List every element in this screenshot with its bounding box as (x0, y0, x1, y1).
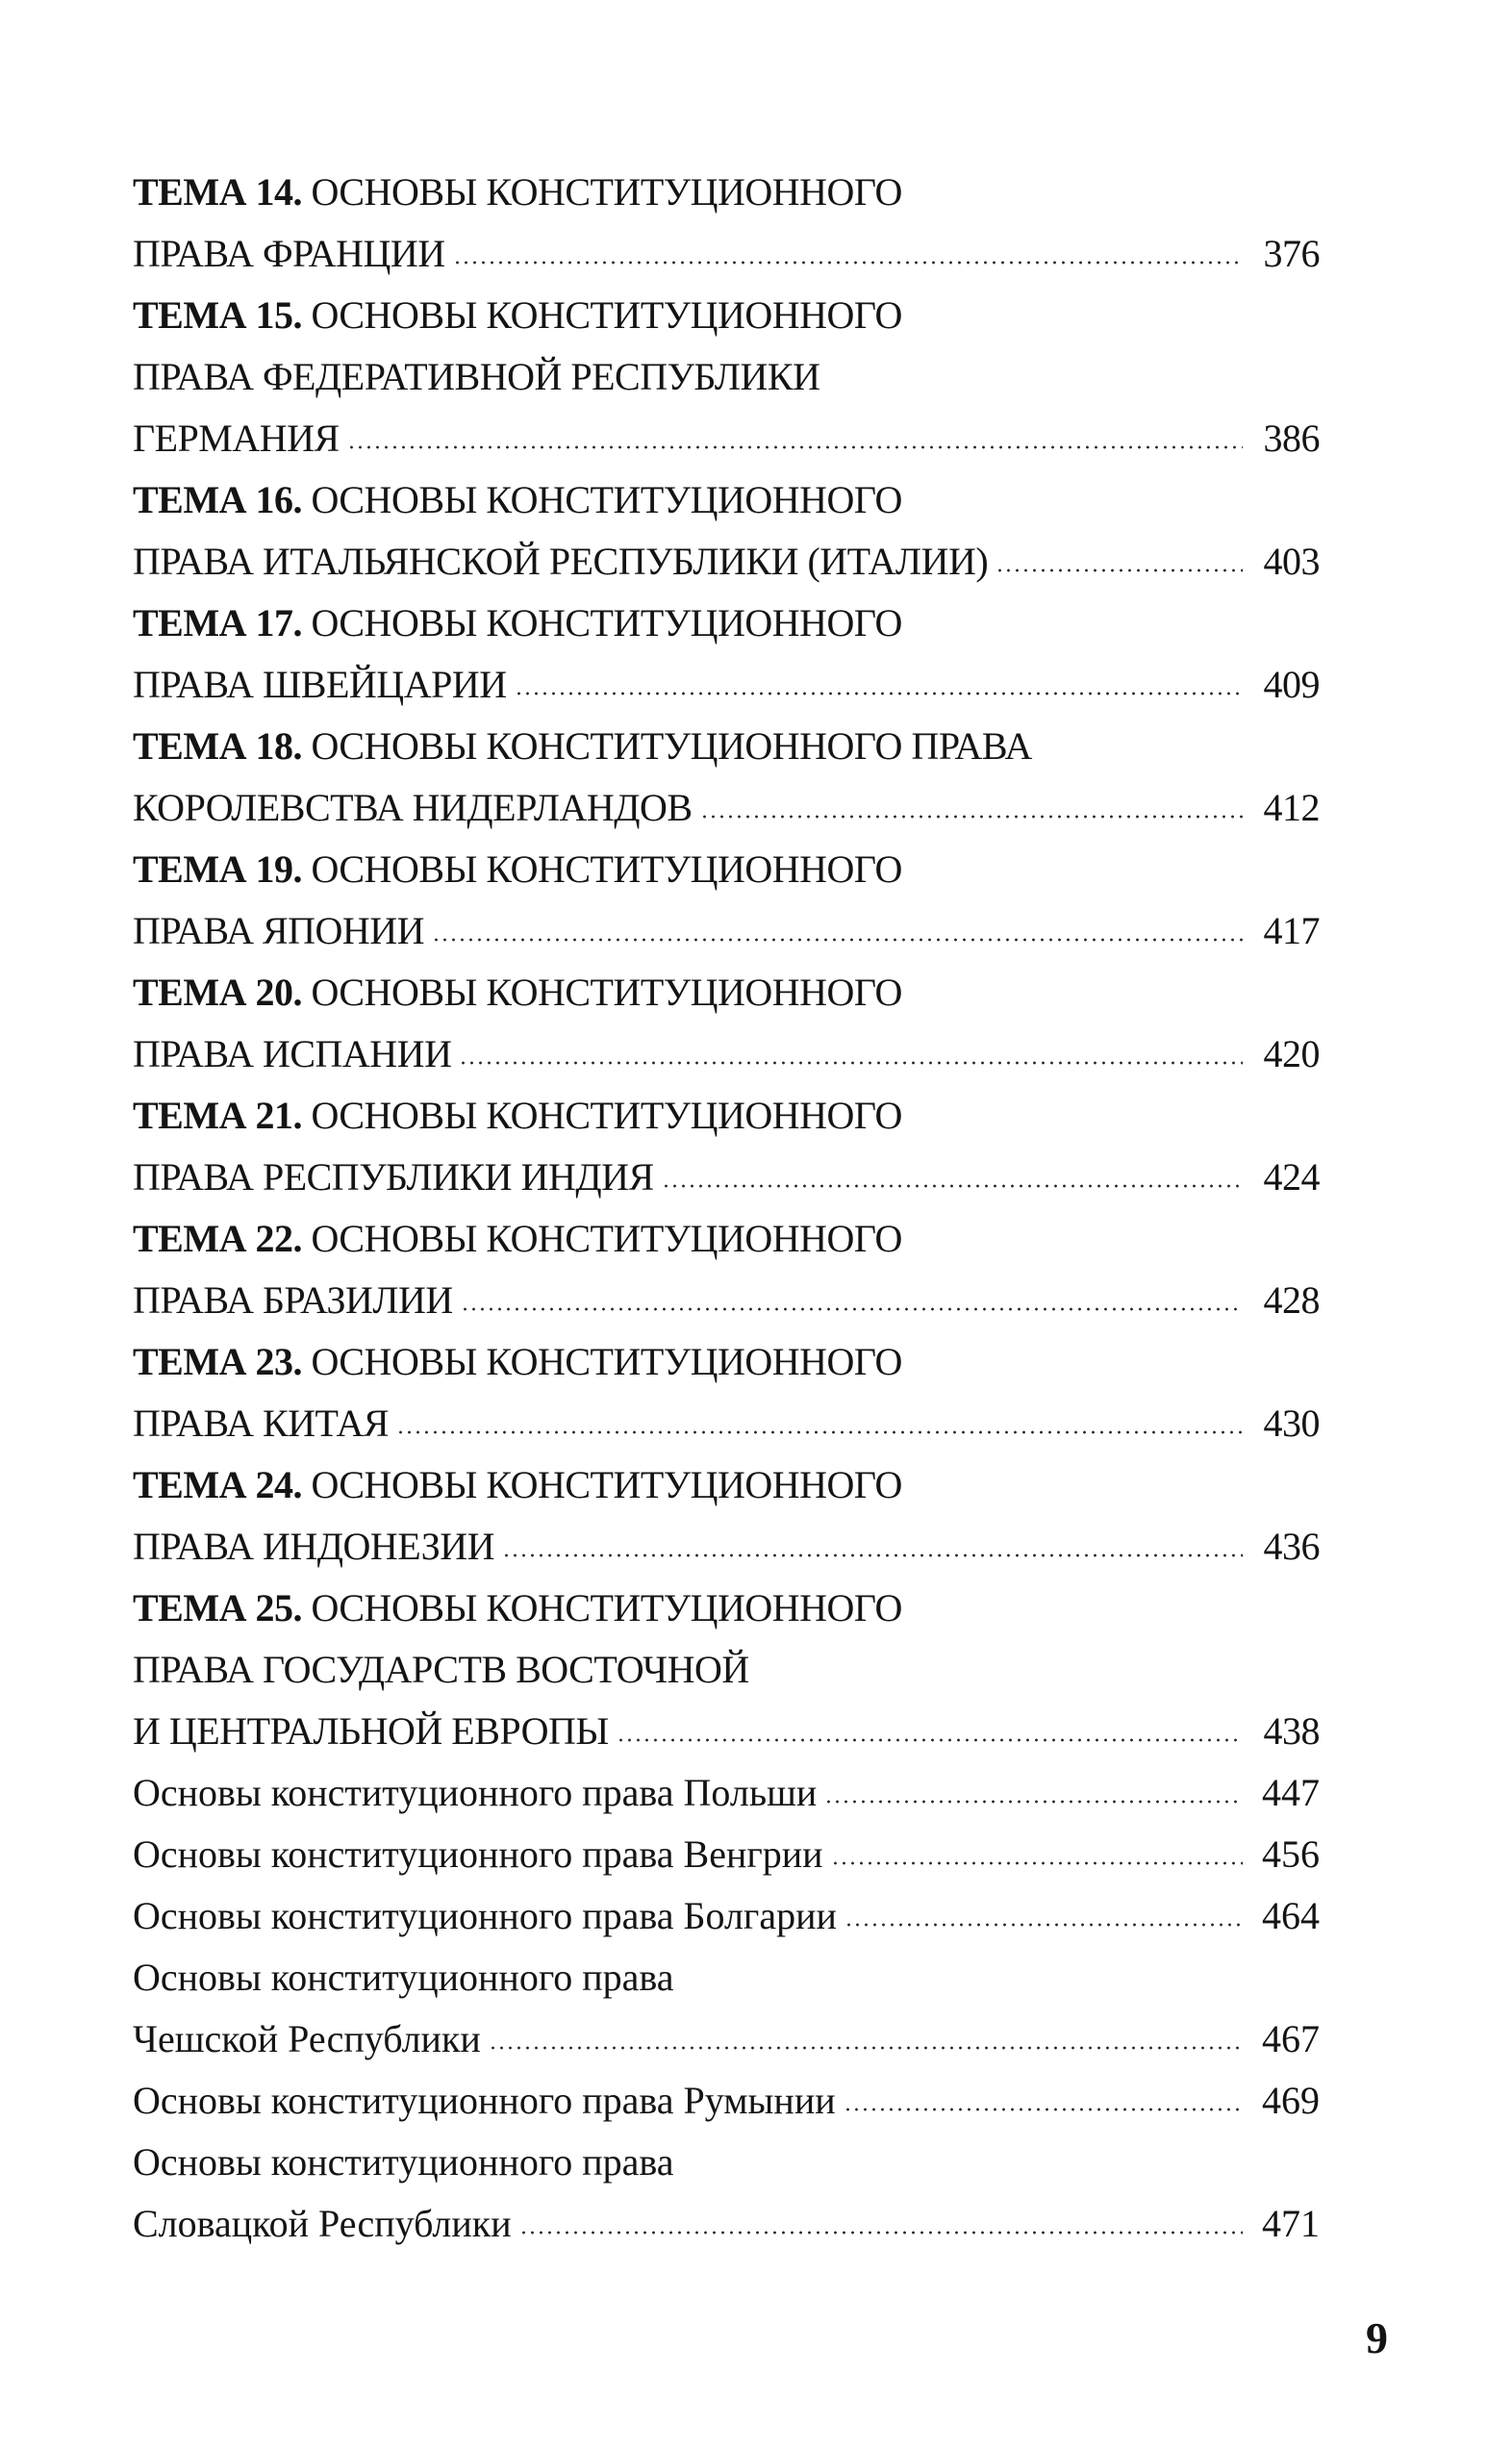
entry-page-number: 409 (1263, 663, 1320, 706)
entry-title: ПРАВА ИНДОНЕЗИИ (133, 1525, 495, 1568)
toc-entry (133, 469, 1320, 593)
toc-line (133, 1824, 1320, 1885)
entry-page-number: 417 (1263, 909, 1320, 952)
toc-line (133, 1331, 1320, 1393)
dot-leader (515, 691, 1243, 696)
toc-line (133, 900, 1320, 962)
topic-number: ТЕМА 16. (133, 478, 302, 521)
entry-title: Чешской Республики (133, 2017, 481, 2060)
toc-line (133, 716, 1320, 777)
entry-page-number: 420 (1263, 1032, 1320, 1075)
dot-leader (831, 1860, 1243, 1866)
toc-line (133, 1885, 1320, 1947)
table-of-contents (133, 162, 1320, 2255)
toc-entry (133, 1208, 1320, 1331)
entry-title: КОРОЛЕВСТВА НИДЕРЛАНДОВ (133, 786, 693, 829)
dot-leader (461, 1306, 1243, 1312)
topic-number: ТЕМА 17. (133, 601, 302, 644)
entry-title: ПРАВА ИТАЛЬЯНСКОЙ РЕСПУБЛИКИ (ИТАЛИИ) (133, 540, 989, 583)
toc-line (133, 2132, 1320, 2193)
entry-title: Основы конституционного права (133, 1956, 674, 1999)
entry-page-number: 469 (1262, 2079, 1320, 2122)
toc-line (133, 962, 1320, 1023)
entry-title: ПРАВА ГОСУДАРСТВ ВОСТОЧНОЙ (133, 1648, 749, 1691)
toc-entry (133, 1331, 1320, 1454)
toc-line (133, 1762, 1320, 1824)
entry-page-number: 412 (1263, 786, 1320, 829)
entry-page-number: 428 (1263, 1278, 1320, 1322)
topic-number: ТЕМА 20. (133, 971, 302, 1014)
toc-entry (133, 1885, 1320, 1947)
topic-number: ТЕМА 15. (133, 293, 302, 337)
toc-entry (133, 1824, 1320, 1885)
entry-title: ОСНОВЫ КОНСТИТУЦИОННОГО (311, 971, 902, 1014)
entry-page-number: 464 (1262, 1894, 1320, 1937)
entry-page-number: 430 (1263, 1402, 1320, 1445)
entry-title: ПРАВА КИТАЯ (133, 1402, 390, 1445)
toc-entry (133, 285, 1320, 469)
entry-title: ОСНОВЫ КОНСТИТУЦИОННОГО (311, 478, 902, 521)
entry-title: ОСНОВЫ КОНСТИТУЦИОННОГО (311, 847, 902, 891)
entry-page-number: 436 (1263, 1525, 1320, 1568)
toc-entry (133, 2132, 1320, 2255)
toc-line (133, 777, 1320, 839)
dot-leader (519, 2230, 1243, 2235)
entry-title: ПРАВА РЕСПУБЛИКИ ИНДИЯ (133, 1155, 654, 1199)
entry-title: ОСНОВЫ КОНСТИТУЦИОННОГО (311, 293, 902, 337)
toc-entry (133, 1578, 1320, 1762)
toc-line (133, 223, 1320, 285)
toc-line (133, 593, 1320, 654)
dot-leader (844, 1922, 1243, 1928)
toc-entry (133, 1947, 1320, 2070)
entry-title: ПРАВА ФЕДЕРАТИВНОЙ РЕСПУБЛИКИ (133, 355, 820, 398)
dot-leader (502, 1553, 1243, 1558)
toc-line (133, 1270, 1320, 1331)
entry-title: Основы конституционного права Болгарии (133, 1894, 837, 1937)
toc-entry (133, 593, 1320, 716)
toc-line (133, 531, 1320, 593)
topic-number: ТЕМА 18. (133, 724, 302, 768)
toc-entry (133, 2070, 1320, 2132)
page-number: 9 (1366, 2313, 1388, 2362)
entry-title: И ЦЕНТРАЛЬНОЙ ЕВРОПЫ (133, 1709, 609, 1753)
toc-entry (133, 1762, 1320, 1824)
entry-page-number: 403 (1263, 540, 1320, 583)
entry-title: ПРАВА ФРАНЦИИ (133, 232, 445, 275)
entry-page-number: 438 (1263, 1709, 1320, 1753)
dot-leader (396, 1429, 1243, 1435)
toc-line (133, 469, 1320, 531)
dot-leader (824, 1799, 1243, 1805)
toc-line (133, 1701, 1320, 1762)
entry-page-number: 471 (1262, 2202, 1320, 2245)
entry-title: ПРАВА ИСПАНИИ (133, 1032, 452, 1075)
dot-leader (617, 1737, 1243, 1743)
toc-entry (133, 1454, 1320, 1578)
toc-line (133, 1023, 1320, 1085)
dot-leader (459, 1060, 1243, 1066)
toc-line (133, 1516, 1320, 1578)
toc-line (133, 1147, 1320, 1208)
toc-line (133, 346, 1320, 408)
toc-line (133, 654, 1320, 716)
toc-line (133, 839, 1320, 900)
dot-leader (347, 444, 1243, 450)
toc-entry (133, 962, 1320, 1085)
entry-title: Основы конституционного права Польши (133, 1771, 818, 1814)
topic-number: ТЕМА 19. (133, 847, 302, 891)
toc-entry (133, 162, 1320, 285)
dot-leader (700, 814, 1243, 820)
topic-number: ТЕМА 23. (133, 1340, 302, 1383)
entry-page-number: 386 (1263, 417, 1320, 460)
toc-line (133, 1208, 1320, 1270)
toc-line (133, 162, 1320, 223)
topic-number: ТЕМА 24. (133, 1463, 302, 1506)
entry-title: Словацкой Республики (133, 2202, 512, 2245)
entry-title: Основы конституционного права Венгрии (133, 1832, 823, 1876)
toc-line (133, 1454, 1320, 1516)
toc-entry (133, 716, 1320, 839)
entry-page-number: 447 (1262, 1771, 1320, 1814)
toc-line (133, 1947, 1320, 2008)
toc-line (133, 408, 1320, 469)
entry-title: ОСНОВЫ КОНСТИТУЦИОННОГО (311, 1217, 902, 1260)
entry-title: ОСНОВЫ КОНСТИТУЦИОННОГО (311, 1094, 902, 1137)
entry-title: ПРАВА ШВЕЙЦАРИИ (133, 663, 507, 706)
entry-title: ОСНОВЫ КОНСТИТУЦИОННОГО ПРАВА (311, 724, 1032, 768)
topic-number: ТЕМА 22. (133, 1217, 302, 1260)
dot-leader (662, 1183, 1243, 1189)
entry-page-number: 467 (1262, 2017, 1320, 2060)
dot-leader (489, 2045, 1243, 2051)
entry-page-number: 376 (1263, 232, 1320, 275)
toc-line (133, 1393, 1320, 1454)
entry-title: ОСНОВЫ КОНСТИТУЦИОННОГО (311, 601, 902, 644)
topic-number: ТЕМА 14. (133, 170, 302, 214)
dot-leader (995, 568, 1243, 573)
toc-line (133, 1639, 1320, 1701)
toc-line (133, 2070, 1320, 2132)
entry-title: ОСНОВЫ КОНСТИТУЦИОННОГО (311, 1340, 902, 1383)
entry-title: Основы конституционного права Румынии (133, 2079, 836, 2122)
dot-leader (844, 2107, 1243, 2112)
toc-line (133, 1578, 1320, 1639)
entry-title: ОСНОВЫ КОНСТИТУЦИОННОГО (311, 170, 902, 214)
entry-title: ПРАВА ЯПОНИИ (133, 909, 425, 952)
dot-leader (432, 937, 1243, 943)
entry-title: Основы конституционного права (133, 2140, 674, 2184)
toc-line (133, 2008, 1320, 2070)
toc-line (133, 285, 1320, 346)
entry-title: ГЕРМАНИЯ (133, 417, 340, 460)
entry-page-number: 456 (1262, 1832, 1320, 1876)
entry-page-number: 424 (1263, 1155, 1320, 1199)
dot-leader (453, 260, 1243, 265)
topic-number: ТЕМА 25. (133, 1586, 302, 1629)
toc-entry (133, 1085, 1320, 1208)
entry-title: ОСНОВЫ КОНСТИТУЦИОННОГО (311, 1463, 902, 1506)
toc-line (133, 1085, 1320, 1147)
toc-line (133, 2193, 1320, 2255)
entry-title: ОСНОВЫ КОНСТИТУЦИОННОГО (311, 1586, 902, 1629)
toc-entry (133, 839, 1320, 962)
topic-number: ТЕМА 21. (133, 1094, 302, 1137)
entry-title: ПРАВА БРАЗИЛИИ (133, 1278, 453, 1322)
